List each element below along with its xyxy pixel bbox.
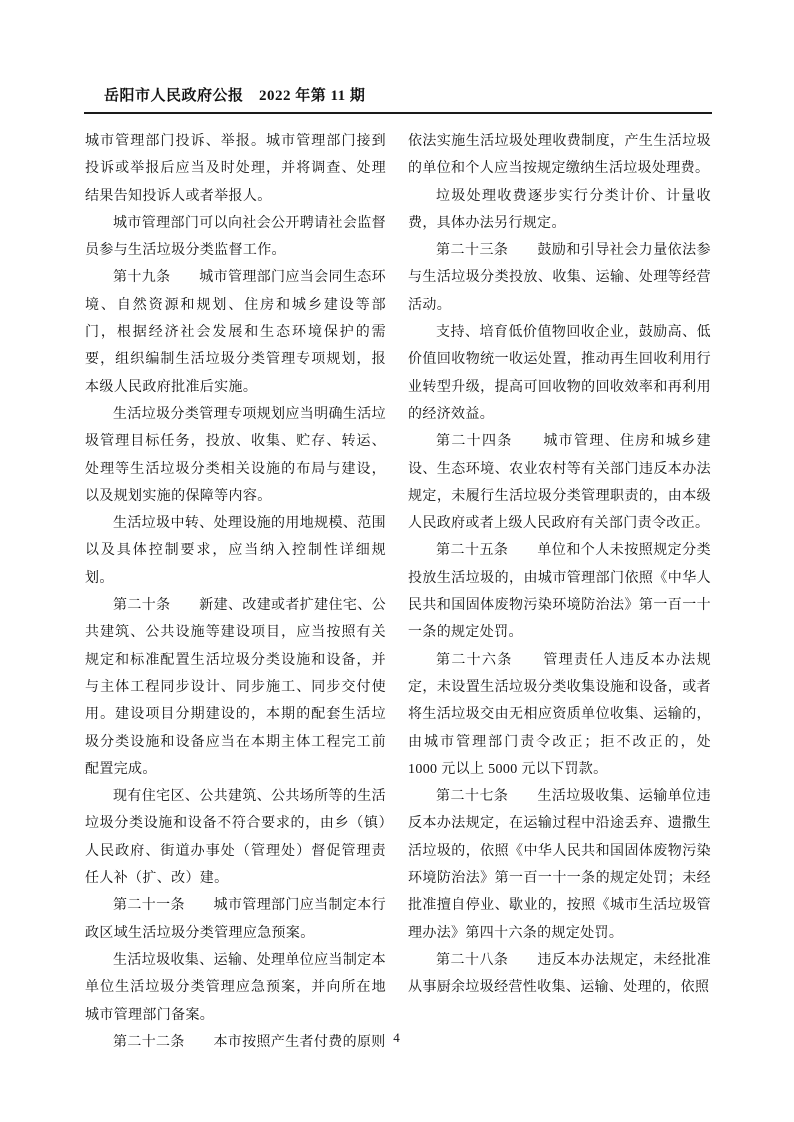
paragraph: 生活垃圾中转、处理设施的用地规模、范围以及具体控制要求，应当纳入控制性详细规划。 — [85, 516, 386, 586]
paragraph: 支持、培育低价值物回收企业，鼓励高、低价值回收物统一收运处置，推动再生回收利用行业转型升级，提高可回收物的回收效率和再利用的经济效益。 — [408, 325, 711, 422]
paragraph: 城市管理部门投诉、举报。城市管理部门接到投诉或举报后应当及时处理，并将调查、处理结果告知投诉人或者举报人。 — [85, 134, 386, 204]
paragraph-article-24: 第二十四条 城市管理、住房和城乡建设、生态环境、农业农村等有关部门违反本办法规定，未履行生活垃圾分类管理职责的，由本级人民政府或者上级人民政府有关部门责令改正。 — [408, 434, 711, 532]
left-column — [85, 128, 386, 1056]
paragraph-article-28: 第二十八条 违反本办法规定，未经批准从事厨余垃圾经营性收集、运输、处理的，依照 — [408, 952, 711, 996]
paragraph: 现有住宅区、公共建筑、公共场所等的生活垃圾分类设施和设备不符合要求的，由乡（镇）人民政府、街道办事处（管理处）督促管理责任人补（扩、改）建。 — [85, 789, 386, 887]
page-number: 4 — [393, 1030, 401, 1045]
paragraph: 生活垃圾分类管理专项规划应当明确生活垃圾管理目标任务，投放、收集、贮存、转运、处理等生活垃圾分类相关设施的布局与建设，以及规划实施的保障等内容。 — [85, 406, 386, 504]
paragraph: 依法实施生活垃圾处理收费制度，产生生活垃圾的单位和个人应当按规定缴纳生活垃圾处理费。 — [408, 134, 711, 177]
paragraph-article-23: 第二十三条 鼓励和引导社会力量依法参与生活垃圾分类投放、收集、运输、处理等经营活动。 — [408, 243, 711, 313]
paragraph-article-26: 第二十六条 管理责任人违反本办法规定，未设置生活垃圾分类收集设施和设备，或者将生活垃圾交由无相应资质单位收集、运输的，由城市管理部门责令改正；拒不改正的，处 1000 元以上 5000 元以下罚款。 — [408, 652, 711, 777]
paragraph: 垃圾处理收费逐步实行分类计价、计量收费，具体办法另行规定。 — [408, 188, 711, 231]
right-column — [408, 128, 711, 1002]
paragraph: 生活垃圾收集、运输、处理单位应当制定本单位生活垃圾分类管理应急预案，并向所在地城市管理部门备案。 — [85, 952, 386, 1023]
paragraph-article-27: 第二十七条 生活垃圾收集、运输单位违反本办法规定，在运输过程中沿途丢弃、遗撒生活垃圾的，依照《中华人民共和国固体废物污染环境防治法》第一百一十一条的规定处罚；未经批准擅自停业、歇业的，按照《城市生活垃圾管理办法》第四十六条的规定处罚。 — [408, 789, 711, 941]
paragraph: 城市管理部门可以向社会公开聘请社会监督员参与生活垃圾分类监督工作。 — [85, 215, 386, 259]
paragraph-article-22: 第二十二条 本市按照产生者付费的原则 — [113, 1034, 386, 1050]
paragraph-article-21: 第二十一条 城市管理部门应当制定本行政区域生活垃圾分类管理应急预案。 — [85, 898, 386, 941]
page-header — [84, 84, 712, 114]
gazette-title: 岳阳市人民政府公报 2022 年第 11 期 — [104, 88, 366, 104]
paragraph-article-25: 第二十五条 单位和个人未按照规定分类投放生活垃圾的，由城市管理部门依照《中华人民共和国固体废物污染环境防治法》第一百一十一条的规定处罚。 — [408, 543, 711, 641]
paragraph-article-20: 第二十条 新建、改建或者扩建住宅、公共建筑、公共设施等建设项目，应当按照有关规定和标准配置生活垃圾分类设施和设备，并与主体工程同步设计、同步施工、同步交付使用。建设项目分期建设的，本期的配套生活垃圾分类设施和设备应当在本期主体工程完工前配置完成。 — [85, 598, 386, 777]
paragraph-article-19: 第十九条 城市管理部门应当会同生态环境、自然资源和规划、住房和城乡建设等部门，根据经济社会发展和生态环境保护的需要，组织编制生活垃圾分类管理专项规划，报本级人民政府批准后实施。 — [85, 270, 386, 395]
